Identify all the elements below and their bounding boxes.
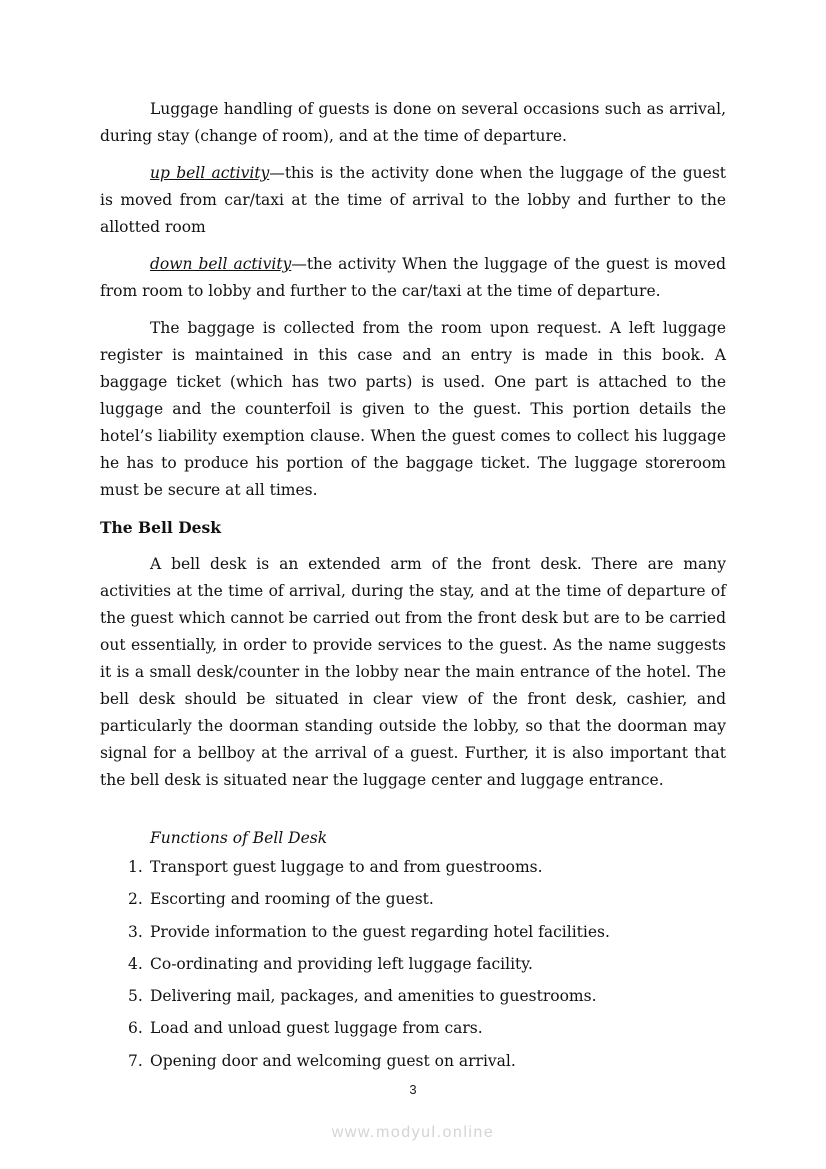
list-item-number: 3. bbox=[128, 922, 143, 941]
list-item-number: 4. bbox=[128, 954, 143, 973]
paragraph-bell-desk-description: A bell desk is an extended arm of the front desk. There are many activities at the time of arrival, during the stay, and at the time of departure of the guest which cannot be carried out from the front desk but are to be carried out essentially, in order to provide services to the guest. As the name suggests it is a small desk/counter in the lobby near the main entrance of the hotel. The bell desk should be situated in clear view of the front desk, cashier, and particularly the doorman standing outside the lobby, so that the doorman may signal for a bellboy at the arrival of a guest. Further, it is also important that the bell desk is situated near the luggage center and luggage entrance. bbox=[100, 555, 726, 789]
list-item-number: 7. bbox=[128, 1051, 143, 1070]
definition-down-bell-activity: —the activity When the luggage of the guest is moved from room to lobby and further to the car/taxi at the time of departure. bbox=[100, 255, 726, 300]
list-item-number: 6. bbox=[128, 1019, 143, 1038]
list-item-text: Opening door and welcoming guest on arrival. bbox=[150, 1051, 516, 1070]
paragraph-up-bell-activity bbox=[100, 160, 726, 241]
page-number: 3 bbox=[409, 1082, 417, 1097]
list-item bbox=[100, 919, 726, 945]
watermark: www.modyul.online bbox=[331, 1124, 495, 1141]
list-item bbox=[100, 854, 726, 880]
list-item bbox=[100, 1015, 726, 1041]
list-item-text: Delivering mail, packages, and amenities to guestrooms. bbox=[150, 987, 597, 1006]
list-item-number: 5. bbox=[128, 987, 143, 1006]
list-item bbox=[100, 983, 726, 1009]
paragraph-luggage-handling: Luggage handling of guests is done on several occasions such as arrival, during stay (change of room), and at the time of departure. bbox=[100, 100, 726, 145]
list-item-text: Co-ordinating and providing left luggage facility. bbox=[150, 954, 533, 973]
list-item-number: 2. bbox=[128, 890, 143, 909]
list-item bbox=[100, 1048, 726, 1074]
functions-list bbox=[100, 854, 726, 1074]
list-item-number: 1. bbox=[128, 858, 143, 876]
list-item-text: Escorting and rooming of the guest. bbox=[150, 890, 434, 909]
list-item-text: Transport guest luggage to and from guestrooms. bbox=[150, 858, 543, 876]
section-heading-bell-desk: The Bell Desk bbox=[100, 518, 221, 537]
paragraph-baggage-collection: The baggage is collected from the room upon request. A left luggage register is maintained in this case and an entry is made in this book. A baggage ticket (which has two parts) is used. One part is attached to the luggage and the counterfoil is given to the guest. This portion details the hotel’s liability exemption clause. When the guest comes to collect his luggage he has to produce his portion of the baggage ticket. The luggage storeroom must be secure at all times. bbox=[100, 319, 726, 499]
list-item bbox=[100, 886, 726, 912]
paragraph-down-bell-activity bbox=[100, 251, 726, 305]
functions-heading: Functions of Bell Desk bbox=[150, 829, 328, 847]
list-item bbox=[100, 951, 726, 977]
term-up-bell-activity: up bell activity bbox=[150, 164, 270, 182]
list-item-text: Provide information to the guest regarding hotel facilities. bbox=[150, 922, 610, 941]
term-down-bell-activity: down bell activity bbox=[150, 255, 292, 273]
list-item-text: Load and unload guest luggage from cars. bbox=[150, 1019, 483, 1038]
definition-up-bell-activity: —this is the activity done when the luggage of the guest is moved from car/taxi at the time of arrival to the lobby and further to the allotted room bbox=[100, 164, 727, 236]
document-page bbox=[100, 96, 726, 1080]
